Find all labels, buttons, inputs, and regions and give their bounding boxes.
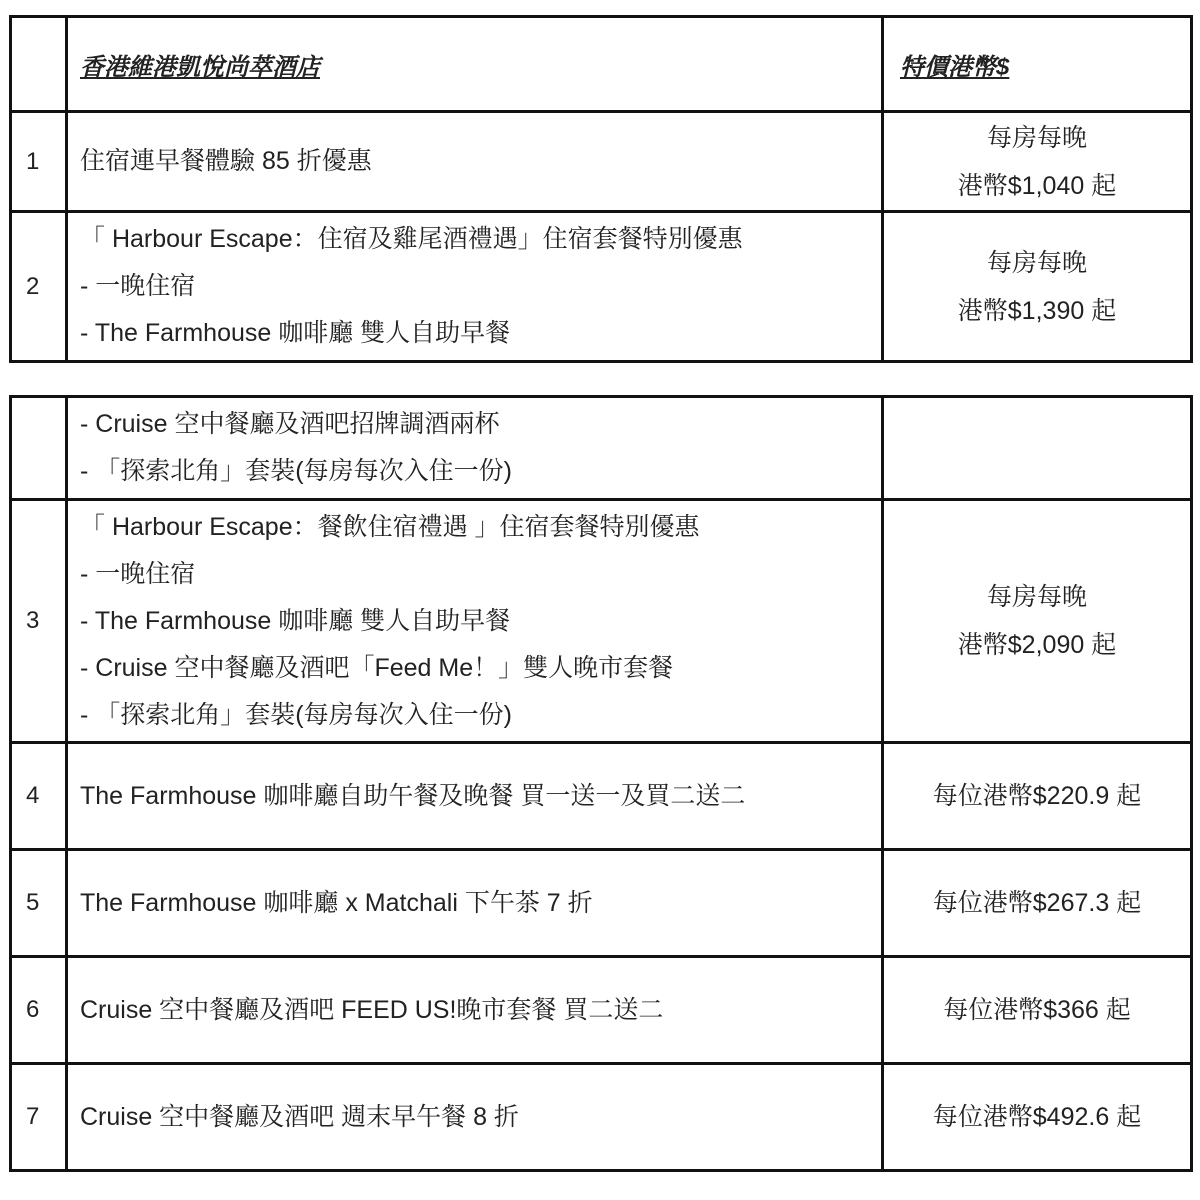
row-number: 6 xyxy=(11,957,67,1064)
offers-table-part-1 xyxy=(9,15,1193,363)
row-number xyxy=(11,397,67,500)
price-line: 港幣$1,390 起 xyxy=(957,296,1117,325)
offer-price xyxy=(883,500,1192,743)
offer-line: The Farmhouse 咖啡廳自助午餐及晚餐 買一送一及買二送二 xyxy=(80,781,746,810)
price-line: 每房每晚 xyxy=(986,123,1087,152)
header-num-cell xyxy=(11,17,67,112)
offer-line: - Cruise 空中餐廳及酒吧招牌調酒兩杯 xyxy=(80,410,500,438)
price-line: 每位港幣$492.6 起 xyxy=(932,1103,1142,1131)
offer-line: - 「探索北角」套裝(每房每次入住一份) xyxy=(80,700,512,729)
hotel-name-header: 香港維港凱悅尚萃酒店 xyxy=(67,17,883,112)
offer-description xyxy=(67,850,883,957)
price-line: 每房每晚 xyxy=(986,248,1087,277)
table-row xyxy=(11,957,1192,1064)
table-header-row xyxy=(11,17,1192,112)
offer-line: Cruise 空中餐廳及酒吧 FEED US!晚市套餐 買二送二 xyxy=(80,995,664,1024)
price-line: 港幣$1,040 起 xyxy=(957,171,1117,200)
offer-line: Cruise 空中餐廳及酒吧 週末早午餐 8 折 xyxy=(80,1102,519,1131)
table-row xyxy=(11,397,1192,500)
offer-description xyxy=(67,500,883,743)
price-header: 特價港幣$ xyxy=(883,17,1192,112)
row-number: 1 xyxy=(11,112,67,212)
price-line: 每位港幣$220.9 起 xyxy=(932,782,1142,810)
offer-price xyxy=(883,743,1192,850)
row-number: 3 xyxy=(11,500,67,743)
offer-price xyxy=(883,1064,1192,1171)
offer-line: - The Farmhouse 咖啡廳 雙人自助早餐 xyxy=(80,319,511,347)
row-number: 4 xyxy=(11,743,67,850)
price-line: 每位港幣$366 起 xyxy=(943,996,1131,1024)
price-line: 每位港幣$267.3 起 xyxy=(932,889,1142,917)
table-row xyxy=(11,500,1192,743)
offer-line: - 一晚住宿 xyxy=(80,559,196,588)
offer-line: 住宿連早餐體驗 85 折優惠 xyxy=(80,147,372,175)
offer-price xyxy=(883,112,1192,212)
offer-description xyxy=(67,743,883,850)
offer-line: - 一晚住宿 xyxy=(80,272,196,300)
row-number: 7 xyxy=(11,1064,67,1171)
offer-description xyxy=(67,397,883,500)
offer-line: - Cruise 空中餐廳及酒吧「Feed Me！」雙人晚市套餐 xyxy=(80,653,674,682)
table-row xyxy=(11,112,1192,212)
offer-price xyxy=(883,957,1192,1064)
table-row xyxy=(11,1064,1192,1171)
offer-price xyxy=(883,212,1192,362)
offer-line: 「 Harbour Escape：餐飲住宿禮遇 」住宿套餐特別優惠 xyxy=(80,512,700,541)
offer-description xyxy=(67,957,883,1064)
offer-line: 「 Harbour Escape：住宿及雞尾酒禮遇」住宿套餐特別優惠 xyxy=(80,225,743,253)
row-number: 2 xyxy=(11,212,67,362)
offer-price xyxy=(883,397,1192,500)
table-row xyxy=(11,850,1192,957)
price-line: 港幣$2,090 起 xyxy=(957,631,1117,659)
offer-line: The Farmhouse 咖啡廳 x Matchali 下午茶 7 折 xyxy=(80,888,593,917)
offer-description xyxy=(67,212,883,362)
offers-table-part-2 xyxy=(9,395,1193,1172)
row-number: 5 xyxy=(11,850,67,957)
table-row xyxy=(11,212,1192,362)
table-row xyxy=(11,743,1192,850)
offer-description xyxy=(67,1064,883,1171)
price-line: 每房每晚 xyxy=(986,583,1087,611)
offer-description xyxy=(67,112,883,212)
offer-price xyxy=(883,850,1192,957)
offer-line: - The Farmhouse 咖啡廳 雙人自助早餐 xyxy=(80,606,511,635)
offer-line: - 「探索北角」套裝(每房每次入住一份) xyxy=(80,457,512,485)
